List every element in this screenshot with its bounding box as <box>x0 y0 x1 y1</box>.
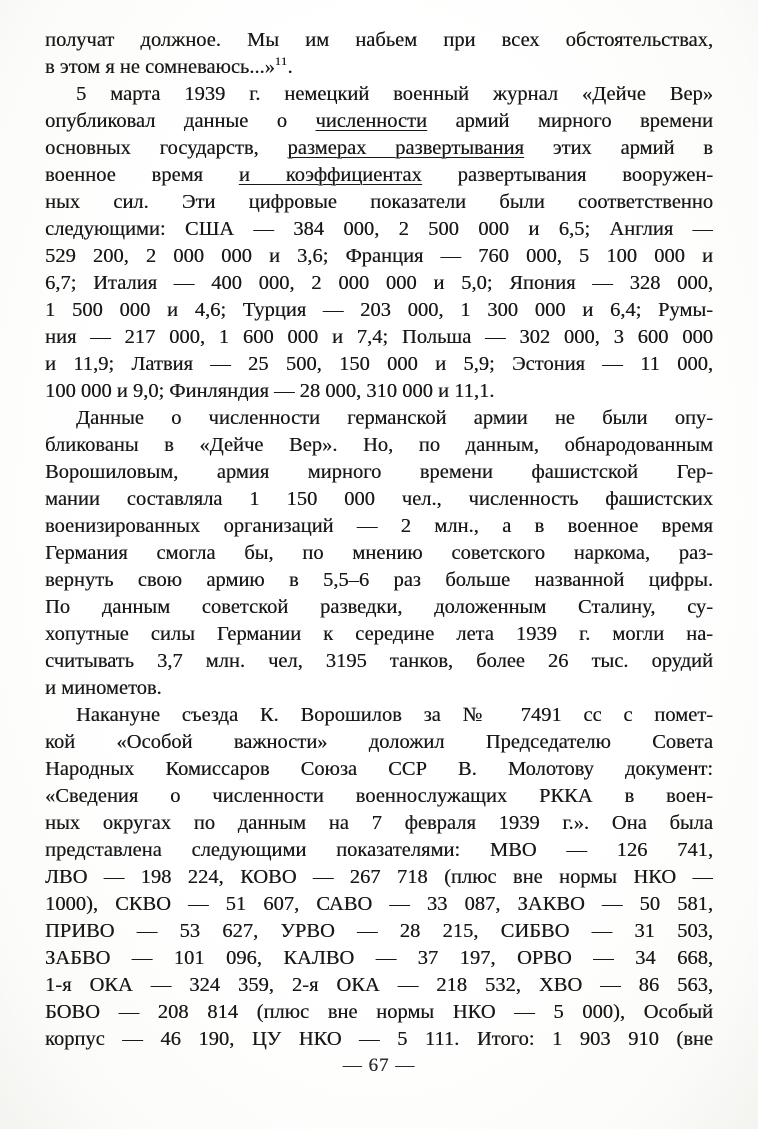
text-segment: Германия смогла бы, по мнению советского наркома, раз- <box>45 542 713 564</box>
text-line <box>45 594 713 621</box>
paragraph <box>45 702 713 1053</box>
text-segment: БОВО — 208 814 (плюс вне нормы НКО — 5 000), Особый <box>45 1001 713 1023</box>
text-segment: корпус — 46 190, ЦУ НКО — 5 111. Итого: 1 903 910 (вне <box>45 1028 713 1050</box>
text-line <box>45 918 713 945</box>
underlined-phrase: и коэффициентах <box>238 164 422 186</box>
text-line <box>45 675 713 702</box>
text-segment: и минометов. <box>45 677 162 699</box>
text-segment: опубликовал данные о <box>45 110 316 132</box>
text-segment: военное время <box>45 164 239 186</box>
text-segment: и 11,9; Латвия — 25 500, 150 000 и 5,9; Эстония — 11 000, <box>45 353 713 375</box>
text-line <box>45 810 713 837</box>
text-segment: ЗАБВО — 101 096, КАЛВО — 37 197, ОРВО — 34 668, <box>45 947 713 969</box>
text-line <box>45 432 713 459</box>
underlined-phrase: размерах развертывания <box>287 137 524 159</box>
text-segment: мании составляла 1 150 000 чел., численность фашистских <box>45 488 713 510</box>
text-line <box>45 405 713 432</box>
text-segment: следующими: США — 384 000, 2 500 000 и 6,5; Англия — <box>45 218 713 240</box>
text-line <box>45 81 713 108</box>
text-segment: бликованы в «Дейче Вер». Но, по данным, обнародованным <box>45 434 713 456</box>
text-segment: армий мирного времени <box>426 110 713 132</box>
text-line <box>45 891 713 918</box>
text-line <box>45 108 713 135</box>
text-line <box>45 270 713 297</box>
text-line <box>45 783 713 810</box>
text-line <box>45 999 713 1026</box>
text-line <box>45 486 713 513</box>
text-line <box>45 459 713 486</box>
text-segment: По данным советской разведки, доложенным Сталину, су- <box>45 596 713 618</box>
text-segment: 1-я ОКА — 324 359, 2-я ОКА — 218 532, ХВО — 86 563, <box>45 974 713 996</box>
text-segment: Накануне съезда К. Ворошилов за № 7491 сс с помет- <box>76 704 713 726</box>
text-segment: ния — 217 000, 1 600 000 и 7,4; Польша — 302 000, 3 600 000 <box>45 326 713 348</box>
paragraph <box>45 405 713 702</box>
text-segment: ных сил. Эти цифровые показатели были соответственно <box>45 191 713 213</box>
paragraph <box>45 27 713 81</box>
text-line <box>45 945 713 972</box>
text-segment: развертывания вооружен- <box>421 164 713 186</box>
text-line <box>45 756 713 783</box>
text-segment: представлена следующими показателями: МВО — 126 741, <box>45 839 713 861</box>
page-text <box>45 27 713 1053</box>
text-line <box>45 540 713 567</box>
paragraph <box>45 81 713 405</box>
text-segment: . <box>287 56 293 78</box>
text-line <box>45 324 713 351</box>
text-line <box>45 243 713 270</box>
text-line <box>45 513 713 540</box>
text-segment: хопутные силы Германии к середине лета 1939 г. могли на- <box>45 623 713 645</box>
text-line <box>45 702 713 729</box>
text-segment: 529 200, 2 000 000 и 3,6; Франция — 760 000, 5 100 000 и <box>45 245 713 267</box>
text-segment: 1 500 000 и 4,6; Турция — 203 000, 1 300 000 и 6,4; Румы- <box>45 299 713 321</box>
text-line <box>45 216 713 243</box>
text-line <box>45 135 713 162</box>
text-segment: 100 000 и 9,0; Финляндия — 28 000, 310 000 и 11,1. <box>45 380 495 402</box>
text-segment: Ворошиловым, армия мирного времени фашистской Гер- <box>45 461 713 483</box>
text-segment: «Сведения о численности военнослужащих РККА в воен- <box>45 785 713 807</box>
text-segment: получат должное. Мы им набьем при всех обстоятельствах, <box>45 29 713 51</box>
text-line <box>45 837 713 864</box>
text-segment: 6,7; Италия — 400 000, 2 000 000 и 5,0; Япония — 328 000, <box>45 272 713 294</box>
text-line <box>45 648 713 675</box>
text-segment: вернуть свою армию в 5,5–6 раз больше названной цифры. <box>45 569 713 591</box>
text-segment: основных государств, <box>45 137 288 159</box>
text-line <box>45 1026 713 1053</box>
text-segment: 1000), СКВО — 51 607, САВО — 33 087, ЗАКВО — 50 581, <box>45 893 713 915</box>
text-segment: считывать 3,7 млн. чел, 3195 танков, более 26 тыс. орудий <box>45 650 713 672</box>
text-line <box>45 162 713 189</box>
text-segment: ных округах по данным на 7 февраля 1939 г.». Она была <box>45 812 713 834</box>
text-segment: кой «Особой важности» доложил Председателю Совета <box>45 731 713 753</box>
text-segment: в этом я не сомневаюсь...» <box>45 56 275 78</box>
text-segment: этих армий в <box>523 137 713 159</box>
text-line <box>45 54 713 81</box>
text-segment: Народных Комиссаров Союза ССР В. Молотову документ: <box>45 758 713 780</box>
text-segment: ЛВО — 198 224, КОВО — 267 718 (плюс вне нормы НКО — <box>45 866 713 888</box>
underlined-phrase: численности <box>315 110 427 132</box>
text-segment: военизированных организаций — 2 млн., а в военное время <box>45 515 713 537</box>
text-line <box>45 729 713 756</box>
text-segment: ПРИВО — 53 627, УРВО — 28 215, СИБВО — 31 503, <box>45 920 713 942</box>
footnote-ref: 11 <box>274 54 288 69</box>
text-line <box>45 567 713 594</box>
text-line <box>45 864 713 891</box>
text-line <box>45 297 713 324</box>
text-line <box>45 972 713 999</box>
page-number: — 67 — <box>342 1055 416 1076</box>
text-line <box>45 351 713 378</box>
text-segment: Данные о численности германской армии не были опу- <box>76 407 713 429</box>
text-line <box>45 27 713 54</box>
text-line <box>45 189 713 216</box>
text-segment: 5 марта 1939 г. немецкий военный журнал «Дейче Вер» <box>76 83 713 105</box>
text-line <box>45 378 713 405</box>
text-line <box>45 621 713 648</box>
